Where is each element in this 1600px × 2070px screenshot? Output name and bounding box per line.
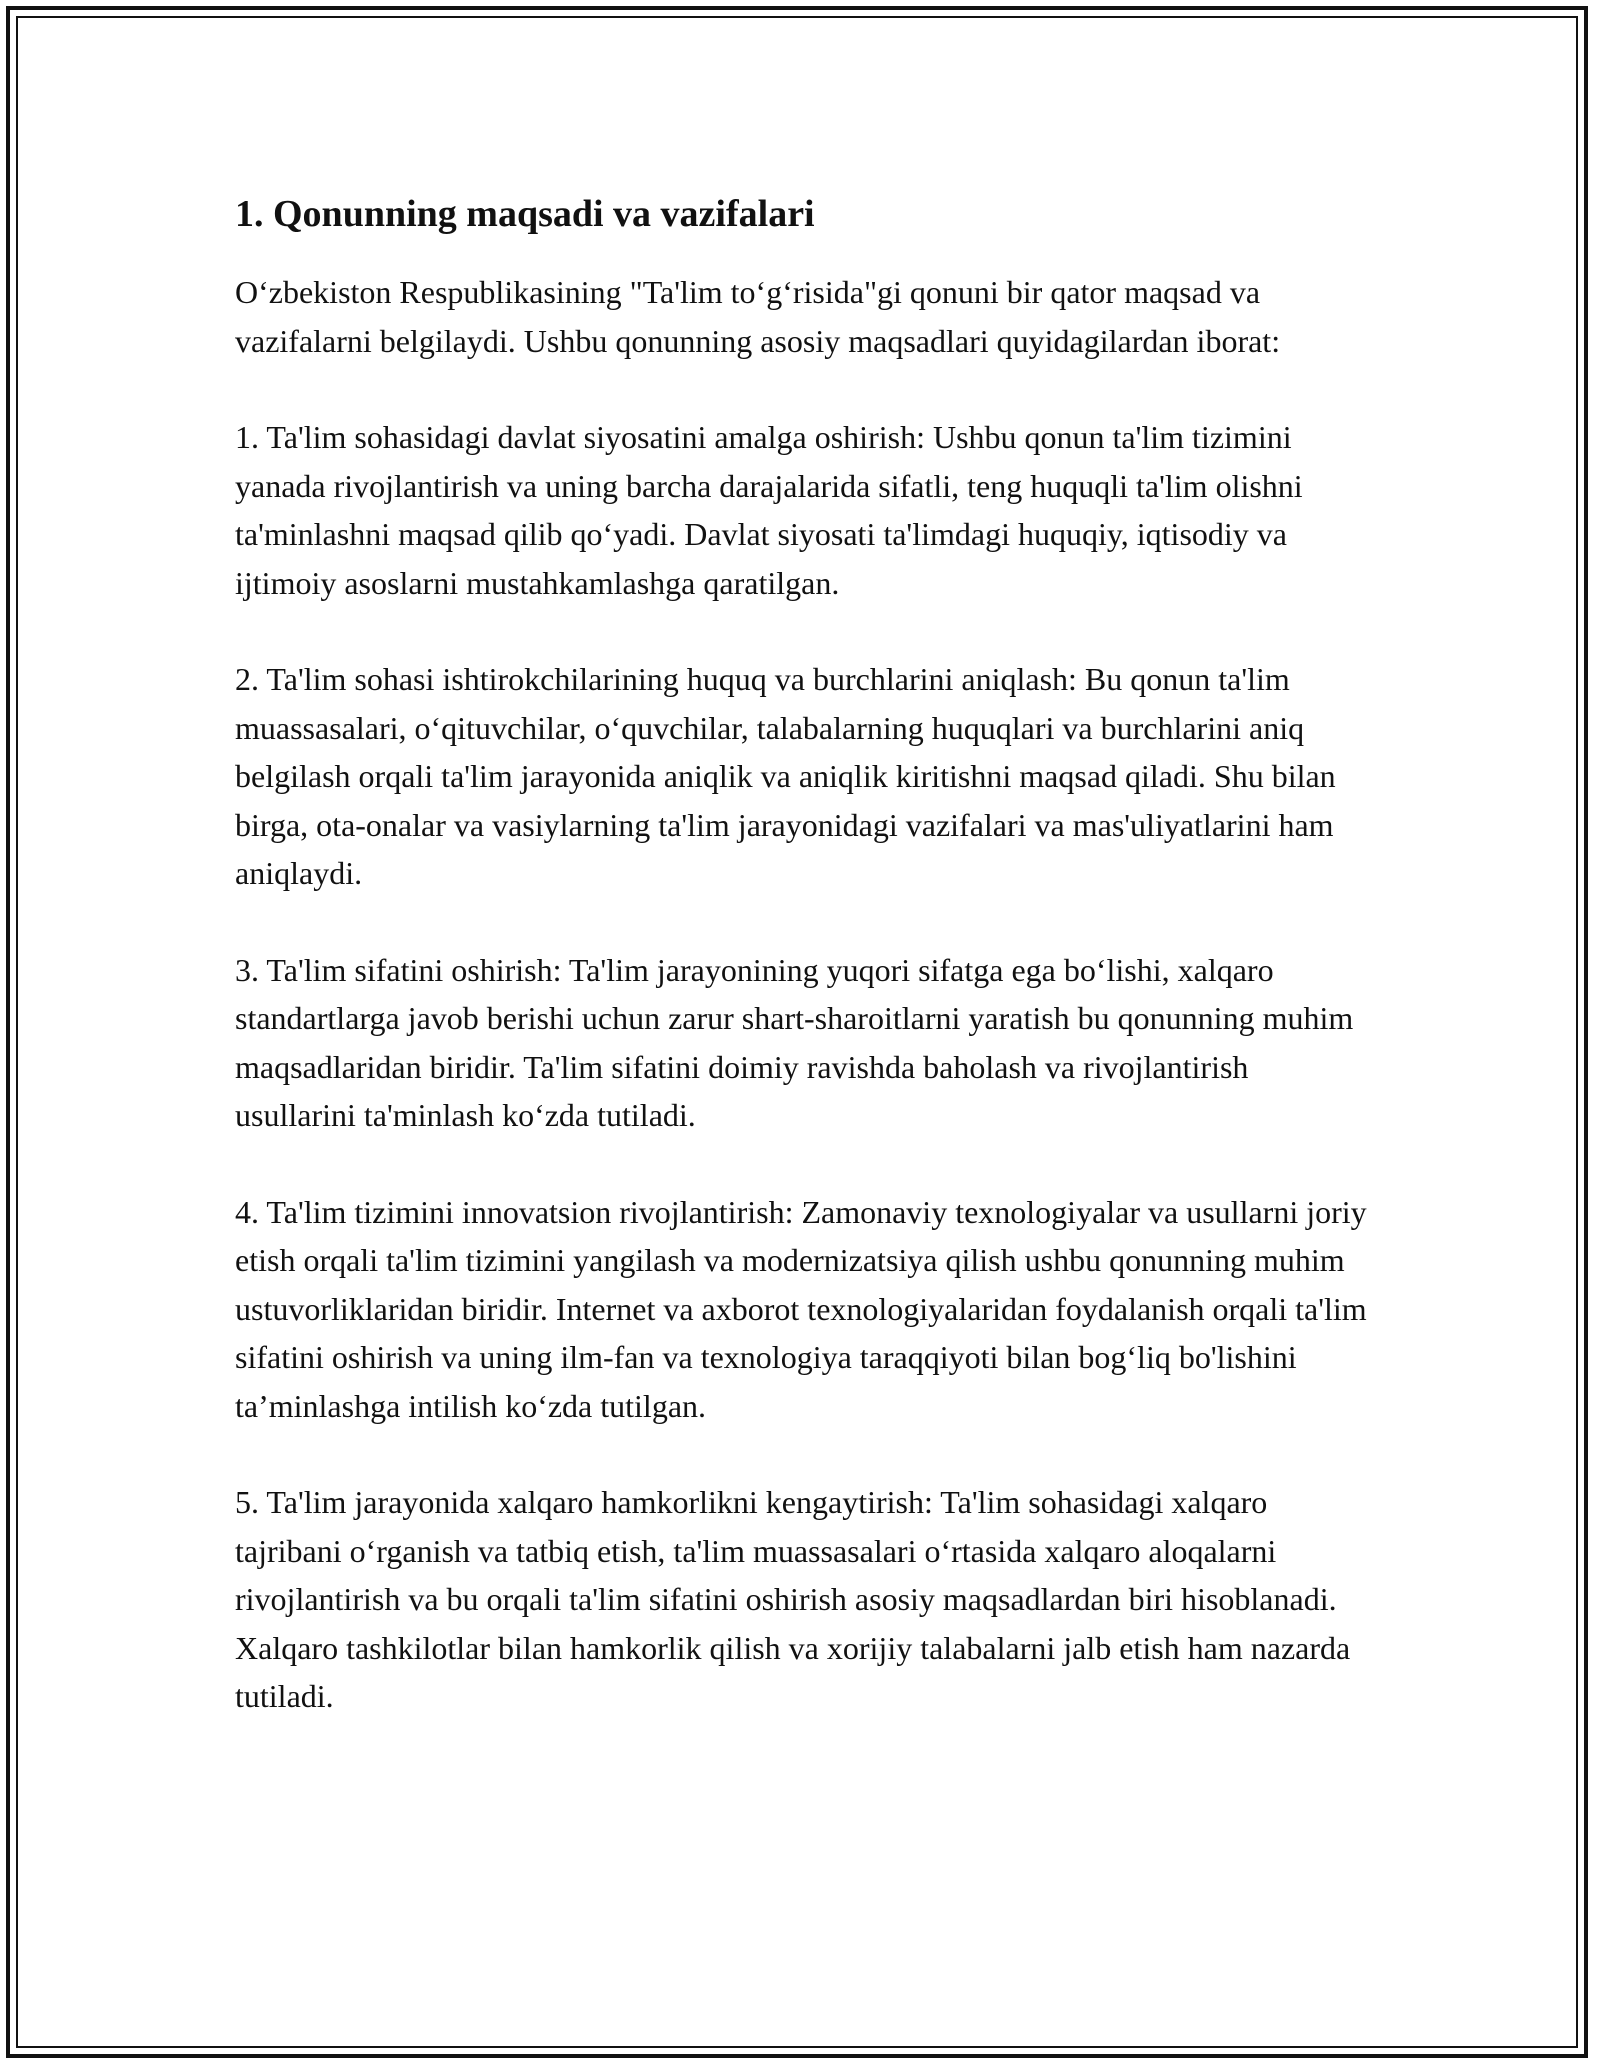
- list-item-1: 1. Ta'lim sohasidagi davlat siyosatini amalga oshirish: Ushbu qonun ta'lim tizimini yanada rivojlantirish va uning barcha darajalarida sifatli, teng huquqli ta'lim olishni ta'minlashni maqsad qilib qo‘yadi. Davlat siyosati ta'limdagi huquqiy, iqtisodiy va ijtimoiy asoslarni mustahkamlashga qaratilgan.: [235, 419, 1303, 601]
- list-item-5: 5. Ta'lim jarayonida xalqaro hamkorlikni kengaytirish: Ta'lim sohasidagi xalqaro tajribani o‘rganish va tatbiq etish, ta'lim muassasalari o‘rtasida xalqaro aloqalarni rivojlantirish va bu orqali ta'lim sifatini oshirish asosiy maqsadlardan biri hisoblanadi. Xalqaro tashkilotlar bilan hamkorlik qilish va xorijiy talabalarni jalb etish ham nazarda tutiladi.: [235, 1484, 1351, 1714]
- document-body: [235, 186, 1375, 1769]
- section-heading: 1. Qonunning maqsadi va vazifalari: [235, 193, 815, 235]
- intro-paragraph: O‘zbekiston Respublikasining "Ta'lim to‘g‘risida"gi qonuni bir qator maqsad va vazifalarni belgilaydi. Ushbu qonunning asosiy maqsadlari quyidagilardan iborat:: [235, 274, 1281, 359]
- list-item-4: 4. Ta'lim tizimini innovatsion rivojlantirish: Zamonaviy texnologiyalar va usullarni joriy etish orqali ta'lim tizimini yangilash va modernizatsiya qilish ushbu qonunning muhim ustuvorliklaridan biridir. Internet va axborot texnologiyalaridan foydalanish orqali ta'lim sifatini oshirish va uning ilm-fan va texnologiya taraqqiyoti bilan bog‘liq bo'lishini ta’minlashga intilish ko‘zda tutilgan.: [235, 1193, 1367, 1424]
- list-item-3: 3. Ta'lim sifatini oshirish: Ta'lim jarayonining yuqori sifatga ega bo‘lishi, xalqaro standartlarga javob berishi uchun zarur shart-sharoitlarni yaratish bu qonunning muhim maqsadlaridan biridir. Ta'lim sifatini doimiy ravishda baholash va rivojlantirish usullarini ta'minlash ko‘zda tutiladi.: [235, 951, 1354, 1133]
- list-item-2: 2. Ta'lim sohasi ishtirokchilarining huquq va burchlarini aniqlash: Bu qonun ta'lim muassasalari, o‘qituvchilar, o‘quvchilar, talabalarning huquqlari va burchlarini aniq belgilash orqali ta'lim jarayonida aniqlik va aniqlik kiritishni maqsad qiladi. Shu bilan birga, ota-onalar va vasiylarning ta'lim jarayonidagi vazifalari va mas'uliyatlarini ham aniqlaydi.: [235, 661, 1336, 891]
